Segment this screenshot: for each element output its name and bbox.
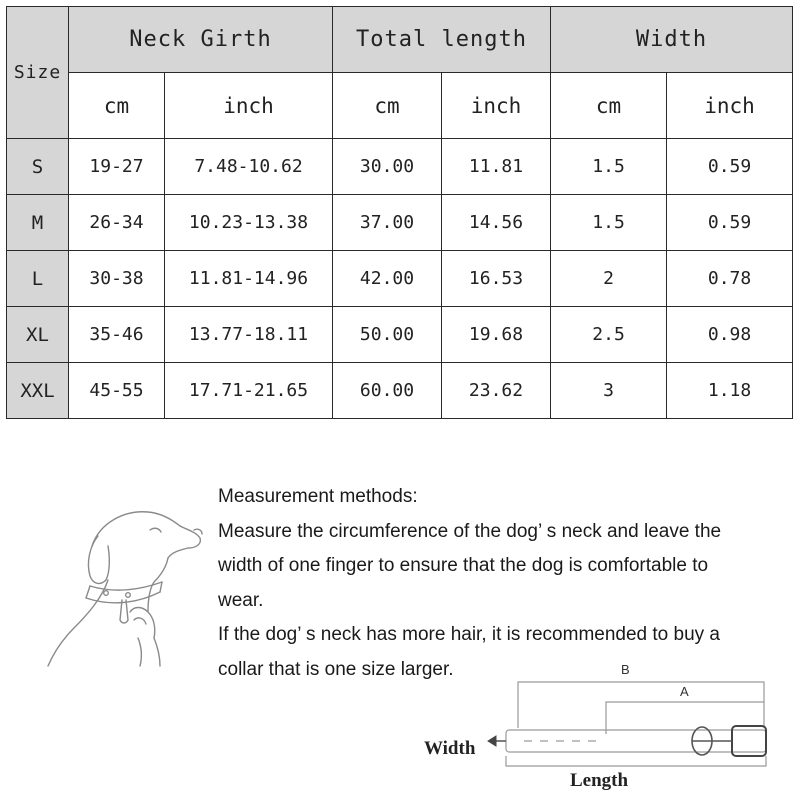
label-width: Width: [424, 738, 476, 759]
table-cell: 2.5: [551, 307, 667, 363]
neck-girth-header: Neck Girth: [69, 7, 333, 73]
total-length-header: Total length: [333, 7, 551, 73]
table-row: [7, 139, 793, 195]
table-cell: 2: [551, 251, 667, 307]
table-cell: 60.00: [333, 363, 442, 419]
table-cell: 30.00: [333, 139, 442, 195]
length-line: [506, 756, 766, 766]
dimension-a-line: [606, 702, 764, 734]
dog-with-collar-illustration: [30, 488, 215, 668]
methods-line: wear.: [218, 589, 264, 611]
table-cell: 16.53: [442, 251, 551, 307]
table-cell: 45-55: [69, 363, 165, 419]
table-cell: 1.5: [551, 195, 667, 251]
methods-line: collar that is one size larger.: [218, 658, 454, 680]
table-cell: 17.71-21.65: [165, 363, 333, 419]
table-cell: 1.18: [667, 363, 793, 419]
label-length: Length: [570, 770, 629, 791]
table-cell: 0.78: [667, 251, 793, 307]
table-cell: 50.00: [333, 307, 442, 363]
unit-header: cm: [551, 73, 667, 139]
table-cell: 37.00: [333, 195, 442, 251]
header-row-units: [7, 73, 793, 139]
label-b: B: [621, 662, 630, 677]
table-cell: 13.77-18.11: [165, 307, 333, 363]
table-cell: 10.23-13.38: [165, 195, 333, 251]
table-cell: 19.68: [442, 307, 551, 363]
table-cell: 23.62: [442, 363, 551, 419]
label-a: A: [680, 684, 689, 699]
table-cell: 0.59: [667, 139, 793, 195]
table-cell: 42.00: [333, 251, 442, 307]
table-cell: 30-38: [69, 251, 165, 307]
dimension-b-line: [518, 682, 764, 728]
size-header: Size: [7, 7, 69, 139]
methods-heading: Measurement methods:: [218, 486, 418, 507]
size-chart-table: [6, 6, 793, 419]
unit-header: inch: [667, 73, 793, 139]
table-cell: 7.48-10.62: [165, 139, 333, 195]
table-cell: 19-27: [69, 139, 165, 195]
methods-line: width of one finger to ensure that the dog is comfortable to: [218, 555, 709, 576]
methods-line: Measure the circumference of the dog’ s neck and leave the: [218, 520, 722, 542]
unit-header: cm: [333, 73, 442, 139]
table-cell: 11.81-14.96: [165, 251, 333, 307]
table-cell: 11.81: [442, 139, 551, 195]
table-row: [7, 251, 793, 307]
size-cell: XXL: [7, 363, 69, 419]
size-cell: XL: [7, 307, 69, 363]
table-row: [7, 195, 793, 251]
methods-line: If the dog’ s neck has more hair, it is recommended to buy a: [218, 624, 720, 645]
table-cell: 1.5: [551, 139, 667, 195]
table-cell: 0.98: [667, 307, 793, 363]
table-row: [7, 307, 793, 363]
size-cell: M: [7, 195, 69, 251]
collar-dimension-diagram: [420, 656, 800, 800]
table-cell: 35-46: [69, 307, 165, 363]
unit-header: inch: [165, 73, 333, 139]
unit-header: cm: [69, 73, 165, 139]
size-cell: L: [7, 251, 69, 307]
header-row-groups: [7, 7, 793, 73]
table-cell: 14.56: [442, 195, 551, 251]
table-cell: 0.59: [667, 195, 793, 251]
table-row: [7, 363, 793, 419]
unit-header: inch: [442, 73, 551, 139]
size-cell: S: [7, 139, 69, 195]
width-header: Width: [551, 7, 793, 73]
table-cell: 26-34: [69, 195, 165, 251]
table-cell: 3: [551, 363, 667, 419]
